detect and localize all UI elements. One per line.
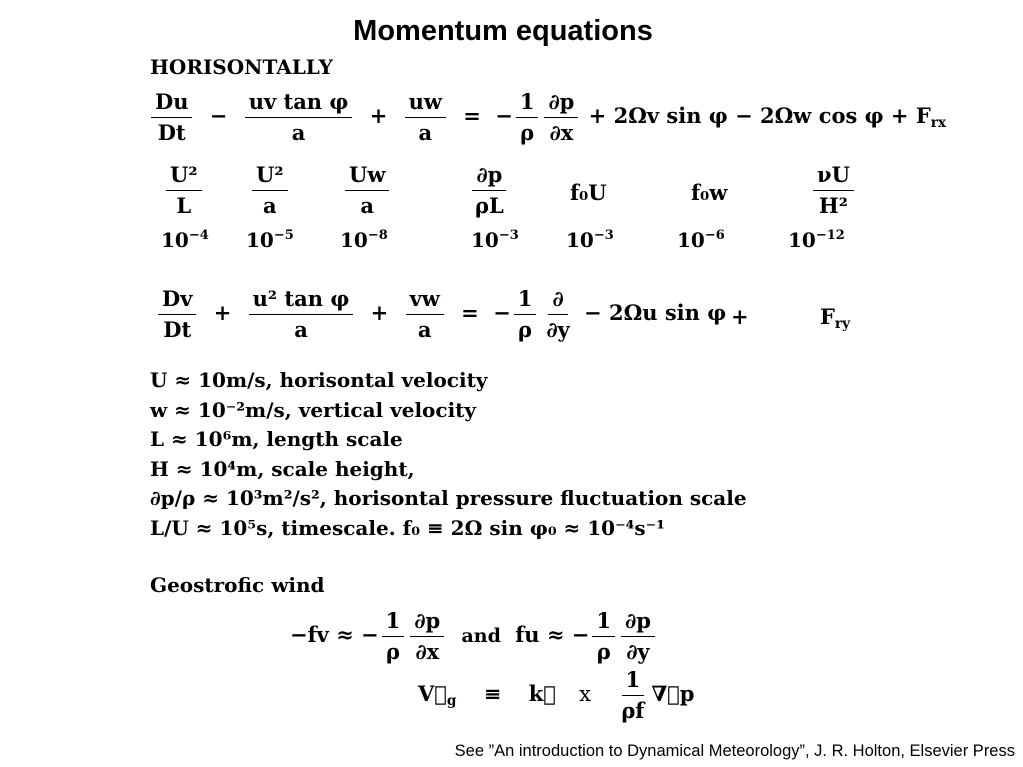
denominator: Dt: [163, 317, 192, 343]
magnitude-base: 10: [471, 228, 499, 252]
definition-line: L/U ≈ 10⁵s, timescale. f₀ ≡ 2Ω sin φ₀ ≈ 10⁻⁴s⁻¹: [150, 515, 665, 540]
operator: −: [495, 103, 513, 129]
numerator: 1: [382, 609, 405, 637]
fraction-partial-y: [542, 287, 573, 342]
operator: +: [370, 300, 389, 326]
operator: +: [369, 103, 388, 129]
scale-1: [163, 163, 205, 218]
equals-sign: =: [461, 300, 479, 326]
geostrophic-balance-equations: [290, 609, 658, 664]
definition-line: ∂p/ρ ≈ 10³m²/s², horisontal pressure fluctuation scale: [150, 486, 747, 510]
denominator: ρ: [596, 639, 611, 665]
magnitude-exponent: −3: [498, 228, 519, 244]
friction-term-y: [820, 304, 851, 333]
denominator: ∂y: [546, 317, 570, 343]
denominator: H²: [818, 193, 848, 219]
fraction-curvature-term: [249, 287, 354, 342]
plus-sign: +: [731, 304, 749, 329]
operator: −: [209, 103, 228, 129]
fraction-vw-term: [406, 287, 444, 342]
scale-4: [468, 163, 511, 218]
scale-5: f₀U: [570, 180, 607, 205]
operator: +: [213, 300, 232, 326]
fraction-inverse-density: [514, 287, 537, 342]
denominator: L: [176, 193, 192, 219]
numerator: ∂p: [410, 609, 444, 637]
magnitude-base: 10: [161, 228, 189, 252]
denominator: ∂x: [415, 639, 440, 665]
numerator: 1: [516, 90, 539, 118]
denominator: a: [417, 317, 432, 343]
scale-2: [249, 163, 291, 218]
denominator: a: [291, 120, 306, 146]
magnitude-exponent: −3: [593, 228, 614, 244]
numerator: ∂p: [621, 609, 655, 637]
magnitude-base: 10: [677, 228, 705, 252]
denominator: a: [262, 193, 277, 219]
numerator: vw: [406, 287, 444, 315]
geostrophic-wind-vector-equation: [418, 668, 694, 723]
numerator: uw: [405, 90, 446, 118]
numerator: u² tan φ: [249, 287, 354, 315]
equivalence-sign: ≡: [483, 681, 502, 707]
numerator: Dv: [158, 287, 196, 315]
numerator: U²: [166, 163, 202, 191]
subscript: rx: [930, 115, 947, 132]
y-momentum-equation: [155, 287, 726, 342]
numerator: 1: [514, 287, 537, 315]
denominator: ∂x: [549, 120, 574, 146]
x-momentum-equation: [148, 90, 946, 145]
fraction-du-dt: [151, 90, 192, 145]
numerator: Uw: [345, 163, 389, 191]
scale-definitions: [150, 366, 747, 543]
pressure-gradient-operator: ∇⃗p: [651, 681, 695, 707]
magnitude-7: [788, 228, 845, 252]
denominator: ρf: [621, 698, 645, 724]
magnitude-base: 10: [340, 228, 368, 252]
subscript: g: [446, 693, 457, 710]
denominator: a: [418, 120, 433, 146]
coriolis-friction-terms: + 2Ωv sin φ − 2Ωw cos φ + F: [588, 103, 931, 129]
section-heading-horizontal: HORISONTALLY: [150, 55, 333, 79]
numerator: Du: [151, 90, 192, 118]
fraction-curvature-term: [245, 90, 353, 145]
scale-6: f₀w: [691, 180, 728, 205]
section-heading-geostrophic: Geostrofic wind: [150, 573, 325, 597]
fraction-inverse-density: [516, 90, 539, 145]
scale-3: [342, 163, 392, 218]
fraction-inverse-density: [382, 609, 405, 664]
fraction-uw-term: [405, 90, 446, 145]
fraction-dp-dy: [621, 609, 655, 664]
definition-line: U ≈ 10m/s, horisontal velocity: [150, 368, 488, 392]
fraction-dv-dt: [158, 287, 196, 342]
denominator: ρ: [518, 317, 532, 343]
page-title: Momentum equations: [353, 15, 653, 47]
denominator: a: [294, 317, 308, 343]
operator: −: [493, 300, 511, 326]
numerator: 1: [622, 668, 645, 696]
reference-footer: See ”An introduction to Dynamical Meteorology”, J. R. Holton, Elsevier Press: [454, 742, 1015, 760]
subscript: ry: [834, 316, 851, 333]
numerator: U²: [252, 163, 288, 191]
numerator: ∂: [548, 287, 567, 315]
numerator: ∂p: [472, 163, 506, 191]
magnitude-base: 10: [788, 228, 816, 252]
magnitude-exponent: −8: [367, 228, 388, 244]
denominator: ρL: [475, 193, 504, 219]
magnitude-base: 10: [246, 228, 274, 252]
definition-line: w ≈ 10⁻²m/s, vertical velocity: [150, 397, 477, 422]
magnitude-4: [471, 228, 519, 252]
magnitude-base: 10: [566, 228, 594, 252]
magnitude-exponent: −12: [815, 228, 845, 244]
numerator: uv tan φ: [245, 90, 353, 118]
magnitude-2: [246, 228, 294, 252]
magnitude-6: [677, 228, 725, 252]
denominator: ∂y: [626, 639, 650, 665]
magnitude-5: [566, 228, 614, 252]
scale-7: [810, 163, 857, 218]
denominator: ρ: [520, 120, 535, 146]
cross-product-sign: x: [579, 682, 591, 707]
unit-vector-k: k⃗: [528, 681, 556, 707]
magnitude-exponent: −6: [704, 228, 725, 244]
equals-sign: =: [463, 103, 481, 129]
definition-line: L ≈ 10⁶m, length scale: [150, 427, 403, 451]
denominator: ρ: [385, 639, 400, 665]
velocity-vector-symbol: V⃗: [418, 681, 447, 707]
fraction-inverse-rho-f: [617, 668, 648, 723]
denominator: a: [360, 193, 374, 219]
numerator: 1: [592, 609, 615, 637]
numerator: ∂p: [544, 90, 578, 118]
coriolis-term: − 2Ωu sin φ: [584, 300, 727, 326]
magnitude-exponent: −4: [188, 228, 209, 244]
geostrophic-lhs-x: −fv ≈ −: [290, 622, 379, 648]
magnitude-1: [161, 228, 209, 252]
fraction-dp-dx: [410, 609, 444, 664]
geostrophic-lhs-y: fu ≈ −: [515, 622, 590, 648]
friction-symbol: F: [820, 304, 835, 329]
fraction-pressure-gradient: [544, 90, 578, 145]
conjunction-and: and: [461, 625, 501, 648]
numerator: νU: [813, 163, 854, 191]
denominator: Dt: [157, 120, 186, 146]
magnitude-3: [340, 228, 388, 252]
definition-line: H ≈ 10⁴m, scale height,: [150, 456, 415, 481]
fraction-inverse-density: [592, 609, 615, 664]
magnitude-exponent: −5: [273, 228, 294, 244]
